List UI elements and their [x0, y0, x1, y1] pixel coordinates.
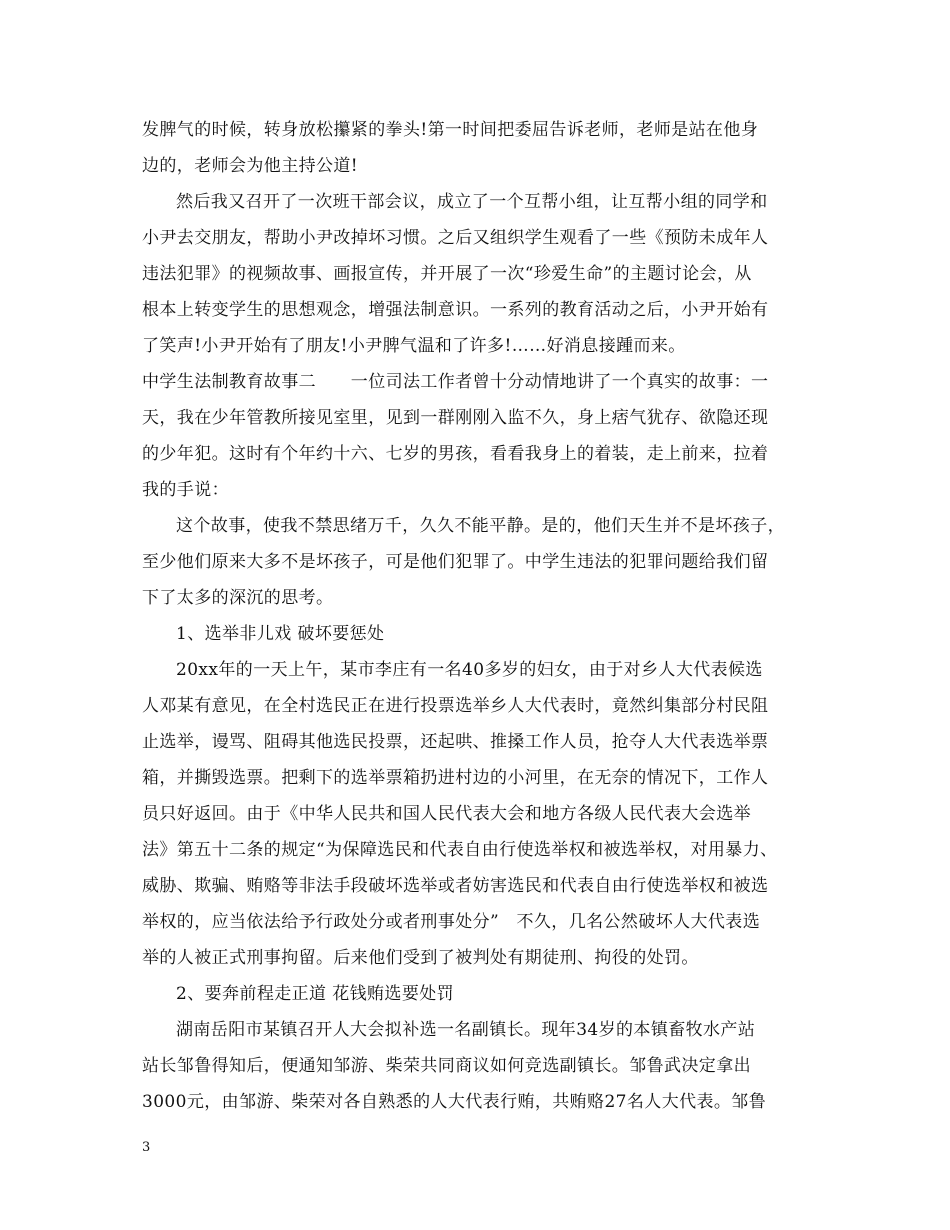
text-line: 止选举，谩骂、阻碍其他选民投票，还起哄、推搡工作人员，抢夺人大代表选举票: [142, 732, 769, 752]
text-line: 威胁、欺骗、贿赂等非法手段破坏选举或者妨害选民和代表自由行使选举权和被选: [142, 876, 769, 896]
text-line: 根本上转变学生的思想观念，增强法制意识。一系列的教育活动之后，小尹开始有: [142, 300, 769, 320]
page-number: 3: [142, 1140, 151, 1155]
text-line: 边的，老师会为他主持公道!: [142, 156, 359, 176]
text-line: 举权的，应当依法给予行政处分或者刑事处分” 不久，几名公然破坏人大代表选: [142, 912, 761, 932]
text-line: 员只好返回。由于《中华人民共和国人民代表大会和地方各级人民代表大会选举: [142, 804, 751, 824]
text-line: 我的手说：: [142, 480, 229, 500]
text-line: 了笑声!小尹开始有了朋友!小尹脾气温和了许多!……好消息接踵而来。: [142, 336, 686, 356]
text-line: 小尹去交朋友，帮助小尹改掉坏习惯。之后又组织学生观看了一些《预防未成年人: [142, 228, 769, 248]
text-line: 下了太多的深沉的思考。: [142, 588, 334, 608]
text-line: 举的人被正式刑事拘留。后来他们受到了被判处有期徒刑、拘役的处罚。: [142, 948, 699, 968]
text-line: 法》第五十二条的规定“为保障选民和代表自由行使选举权和被选举权，对用暴力、: [142, 840, 778, 860]
text-line: 的少年犯。这时有个年约十六、七岁的男孩，看看我身上的着装，走上前来，拉着: [142, 444, 769, 464]
text-line: 人邓某有意见，在全村选民正在进行投票选举乡人大代表时，竟然纠集部分村民阻: [142, 696, 769, 716]
text-line: 3000元，由邹游、柴荣对各自熟悉的人大代表行贿，共贿赂27名人大代表。邹鲁: [142, 1092, 767, 1112]
text-line: 湖南岳阳市某镇召开人大会拟补选一名副镇长。现年34岁的本镇畜牧水产站: [176, 1020, 756, 1040]
text-line: 然后我又召开了一次班干部会议，成立了一个互帮小组，让互帮小组的同学和: [176, 192, 768, 212]
text-line: 违法犯罪》的视频故事、画报宣传，并开展了一次“珍爱生命”的主题讨论会，从: [142, 264, 752, 284]
text-line: 至少他们原来大多不是坏孩子，可是他们犯罪了。中学生违法的犯罪问题给我们留: [142, 552, 769, 572]
text-line: 发脾气的时候，转身放松攥紧的拳头!第一时间把委屈告诉老师，老师是站在他身: [142, 120, 759, 140]
text-line: 20xx年的一天上午，某市李庄有一名40多岁的妇女，由于对乡人大代表候选: [176, 660, 763, 680]
text-line: 中学生法制教育故事二 一位司法工作者曾十分动情地讲了一个真实的故事：一: [142, 372, 769, 392]
section-heading: 1、选举非儿戏 破坏要惩处: [176, 624, 385, 644]
text-line: 天，我在少年管教所接见室里，见到一群刚刚入监不久，身上痞气犹存、欲隐还现: [142, 408, 769, 428]
text-line: 箱，并撕毁选票。把剩下的选举票箱扔进村边的小河里，在无奈的情况下，工作人: [142, 768, 769, 788]
section-heading: 2、要奔前程走正道 花钱贿选要处罚: [176, 984, 455, 1004]
text-line: 站长邹鲁得知后，便通知邹游、柴荣共同商议如何竞选副镇长。邹鲁武决定拿出: [142, 1056, 751, 1076]
text-line: 这个故事，使我不禁思绪万千，久久不能平静。是的，他们天生并不是坏孩子，: [176, 516, 785, 536]
